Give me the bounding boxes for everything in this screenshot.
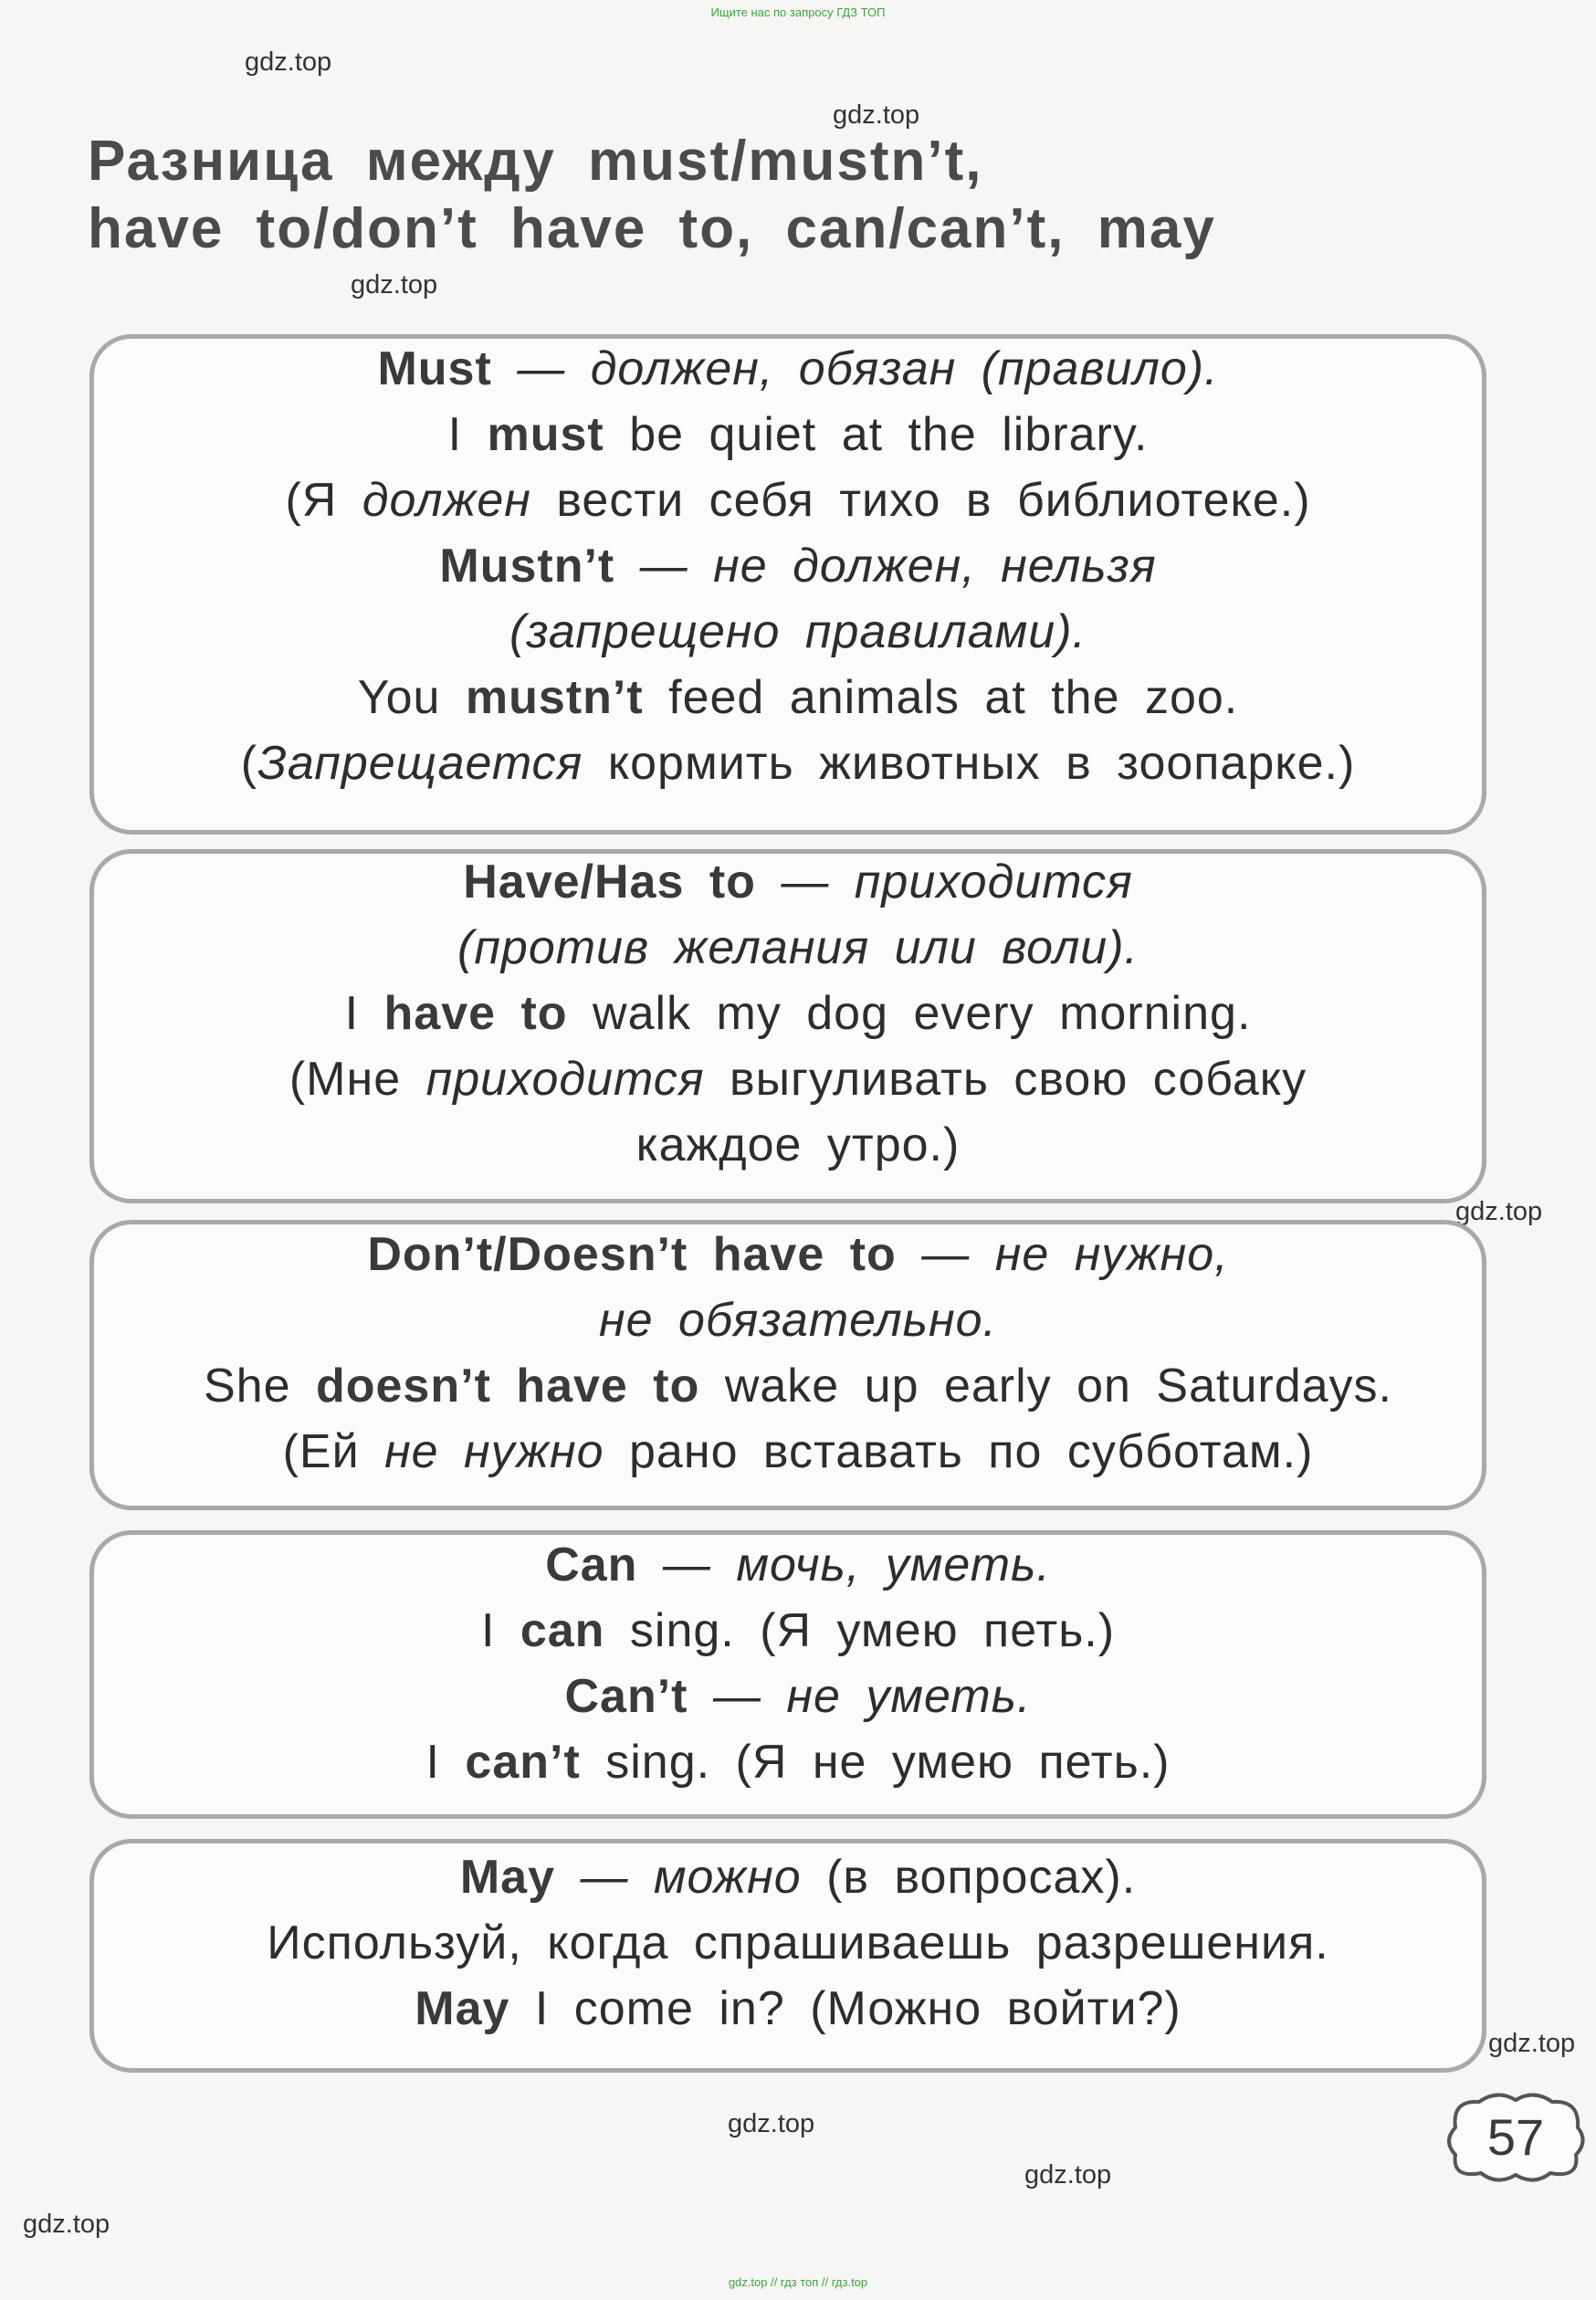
cant-definition: Can’t — не уметь. — [564, 1670, 1032, 1723]
watermark: gdz.top — [1024, 2160, 1112, 2190]
watermark: gdz.top — [23, 2210, 110, 2239]
have-to-example: I have to walk my dog every morning. — [344, 987, 1252, 1040]
page-number: 57 — [1486, 2108, 1545, 2166]
dont-have-to-example: She doesn’t have to wake up early on Saturdays. — [204, 1360, 1392, 1413]
dont-have-to-definition: Don’t/Doesn’t have to — не нужно, — [367, 1228, 1229, 1281]
watermark: gdz.top — [351, 270, 438, 299]
mustnt-definition-2: (запрещено правилами). — [509, 605, 1087, 658]
dont-have-to-translation: (Ей не нужно рано вставать по субботам.) — [282, 1425, 1314, 1478]
must-definition: Must — должен, обязан (правило). — [377, 342, 1219, 395]
watermark: gdz.top — [1455, 1197, 1543, 1226]
mustnt-definition: Mustn’t — не должен, нельзя — [439, 540, 1157, 593]
watermark: gdz.top — [728, 2109, 815, 2138]
cant-example: I can’t sing. (Я не умею петь.) — [425, 1736, 1171, 1789]
mustnt-example: You mustn’t feed animals at the zoo. — [357, 671, 1239, 724]
can-definition: Can — мочь, уметь. — [545, 1539, 1051, 1591]
page-title — [88, 128, 1512, 263]
must-example: I must be quiet at the library. — [447, 408, 1149, 461]
may-example: May I come in? (Можно войти?) — [415, 1982, 1181, 2035]
footer-note: gdz.top // гдз топ // гдз.top — [728, 2275, 868, 2289]
mustnt-translation: (Запрещается кормить животных в зоопарке.) — [240, 737, 1356, 790]
have-to-translation: (Мне приходится выгуливать свою собаку — [289, 1053, 1307, 1106]
title-line-1: Разница между must/mustn’t, — [88, 130, 983, 193]
must-translation: (Я должен вести себя тихо в библиотеке.) — [285, 474, 1311, 527]
header-note: Ищите нас по запросу ГДЗ ТОП — [710, 5, 886, 19]
watermark: gdz.top — [245, 47, 332, 77]
watermark: gdz.top — [1488, 2029, 1576, 2058]
have-to-translation-2: каждое утро.) — [635, 1118, 961, 1171]
may-definition: May — можно (в вопросах). — [459, 1851, 1137, 1904]
have-to-definition-2: (против желания или воли). — [457, 921, 1139, 974]
can-example: I can sing. (Я умею петь.) — [480, 1604, 1116, 1657]
have-to-definition: Have/Has to — приходится — [463, 856, 1133, 908]
watermark: gdz.top — [833, 100, 920, 130]
dont-have-to-definition-2: не обязательно. — [598, 1294, 998, 1347]
may-usage: Используй, когда спрашиваешь разрешения. — [267, 1917, 1329, 1969]
title-line-2: have to/don’t have to, can/can’t, may — [88, 197, 1216, 260]
